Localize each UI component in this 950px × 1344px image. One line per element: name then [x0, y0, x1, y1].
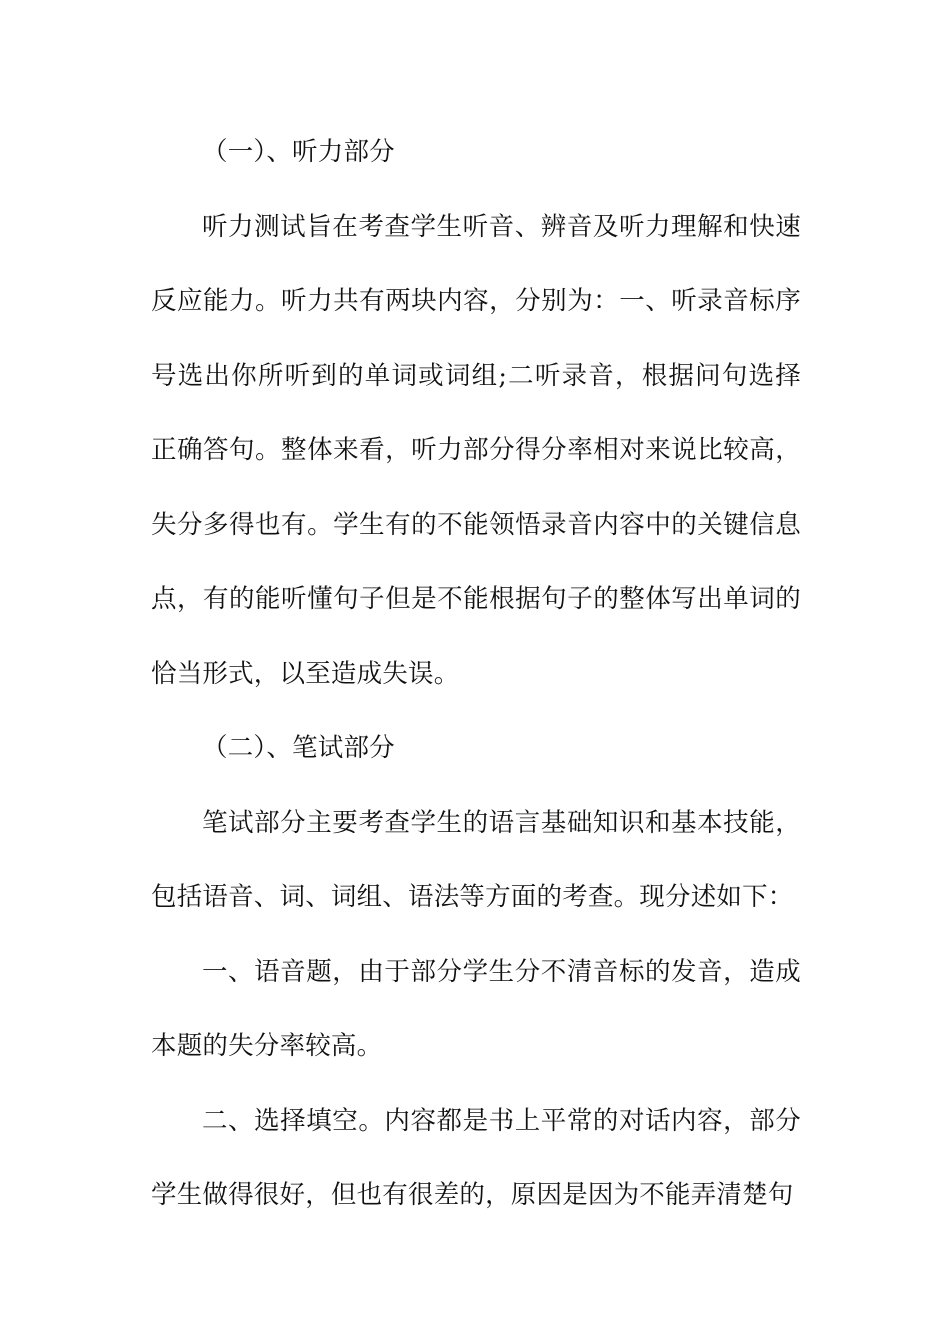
- paragraph-written-overview: 笔试部分主要考查学生的语言基础知识和基本技能，包括语音、词、词组、语法等方面的考查。现分述如下：: [151, 807, 801, 912]
- document-body: [151, 115, 801, 1233]
- section-heading-listening: （一）、听力部分: [202, 137, 395, 167]
- paragraph-phonetics: 一、语音题，由于部分学生分不清音标的发音，造成本题的失分率较高。: [151, 956, 801, 1061]
- section-heading-written: （二）、笔试部分: [202, 733, 395, 763]
- paragraph-listening-analysis: 听力测试旨在考查学生听音、辨音及听力理解和快速反应能力。听力共有两块内容，分别为：一、听录音标序号选出你所听到的单词或词组;二听录音，根据问句选择正确答句。整体来看，听力部分得分率相对来说比较高，失分多得也有。学生有的不能领悟录音内容中的关键信息点，有的能听懂句子但是不能根据句子的整体写出单词的恰当形式，以至造成失误。: [151, 211, 801, 689]
- paragraph-multiple-choice: 二、选择填空。内容都是书上平常的对话内容，部分学生做得很好，但也有很差的，原因是因为不能弄清楚句: [151, 1105, 801, 1210]
